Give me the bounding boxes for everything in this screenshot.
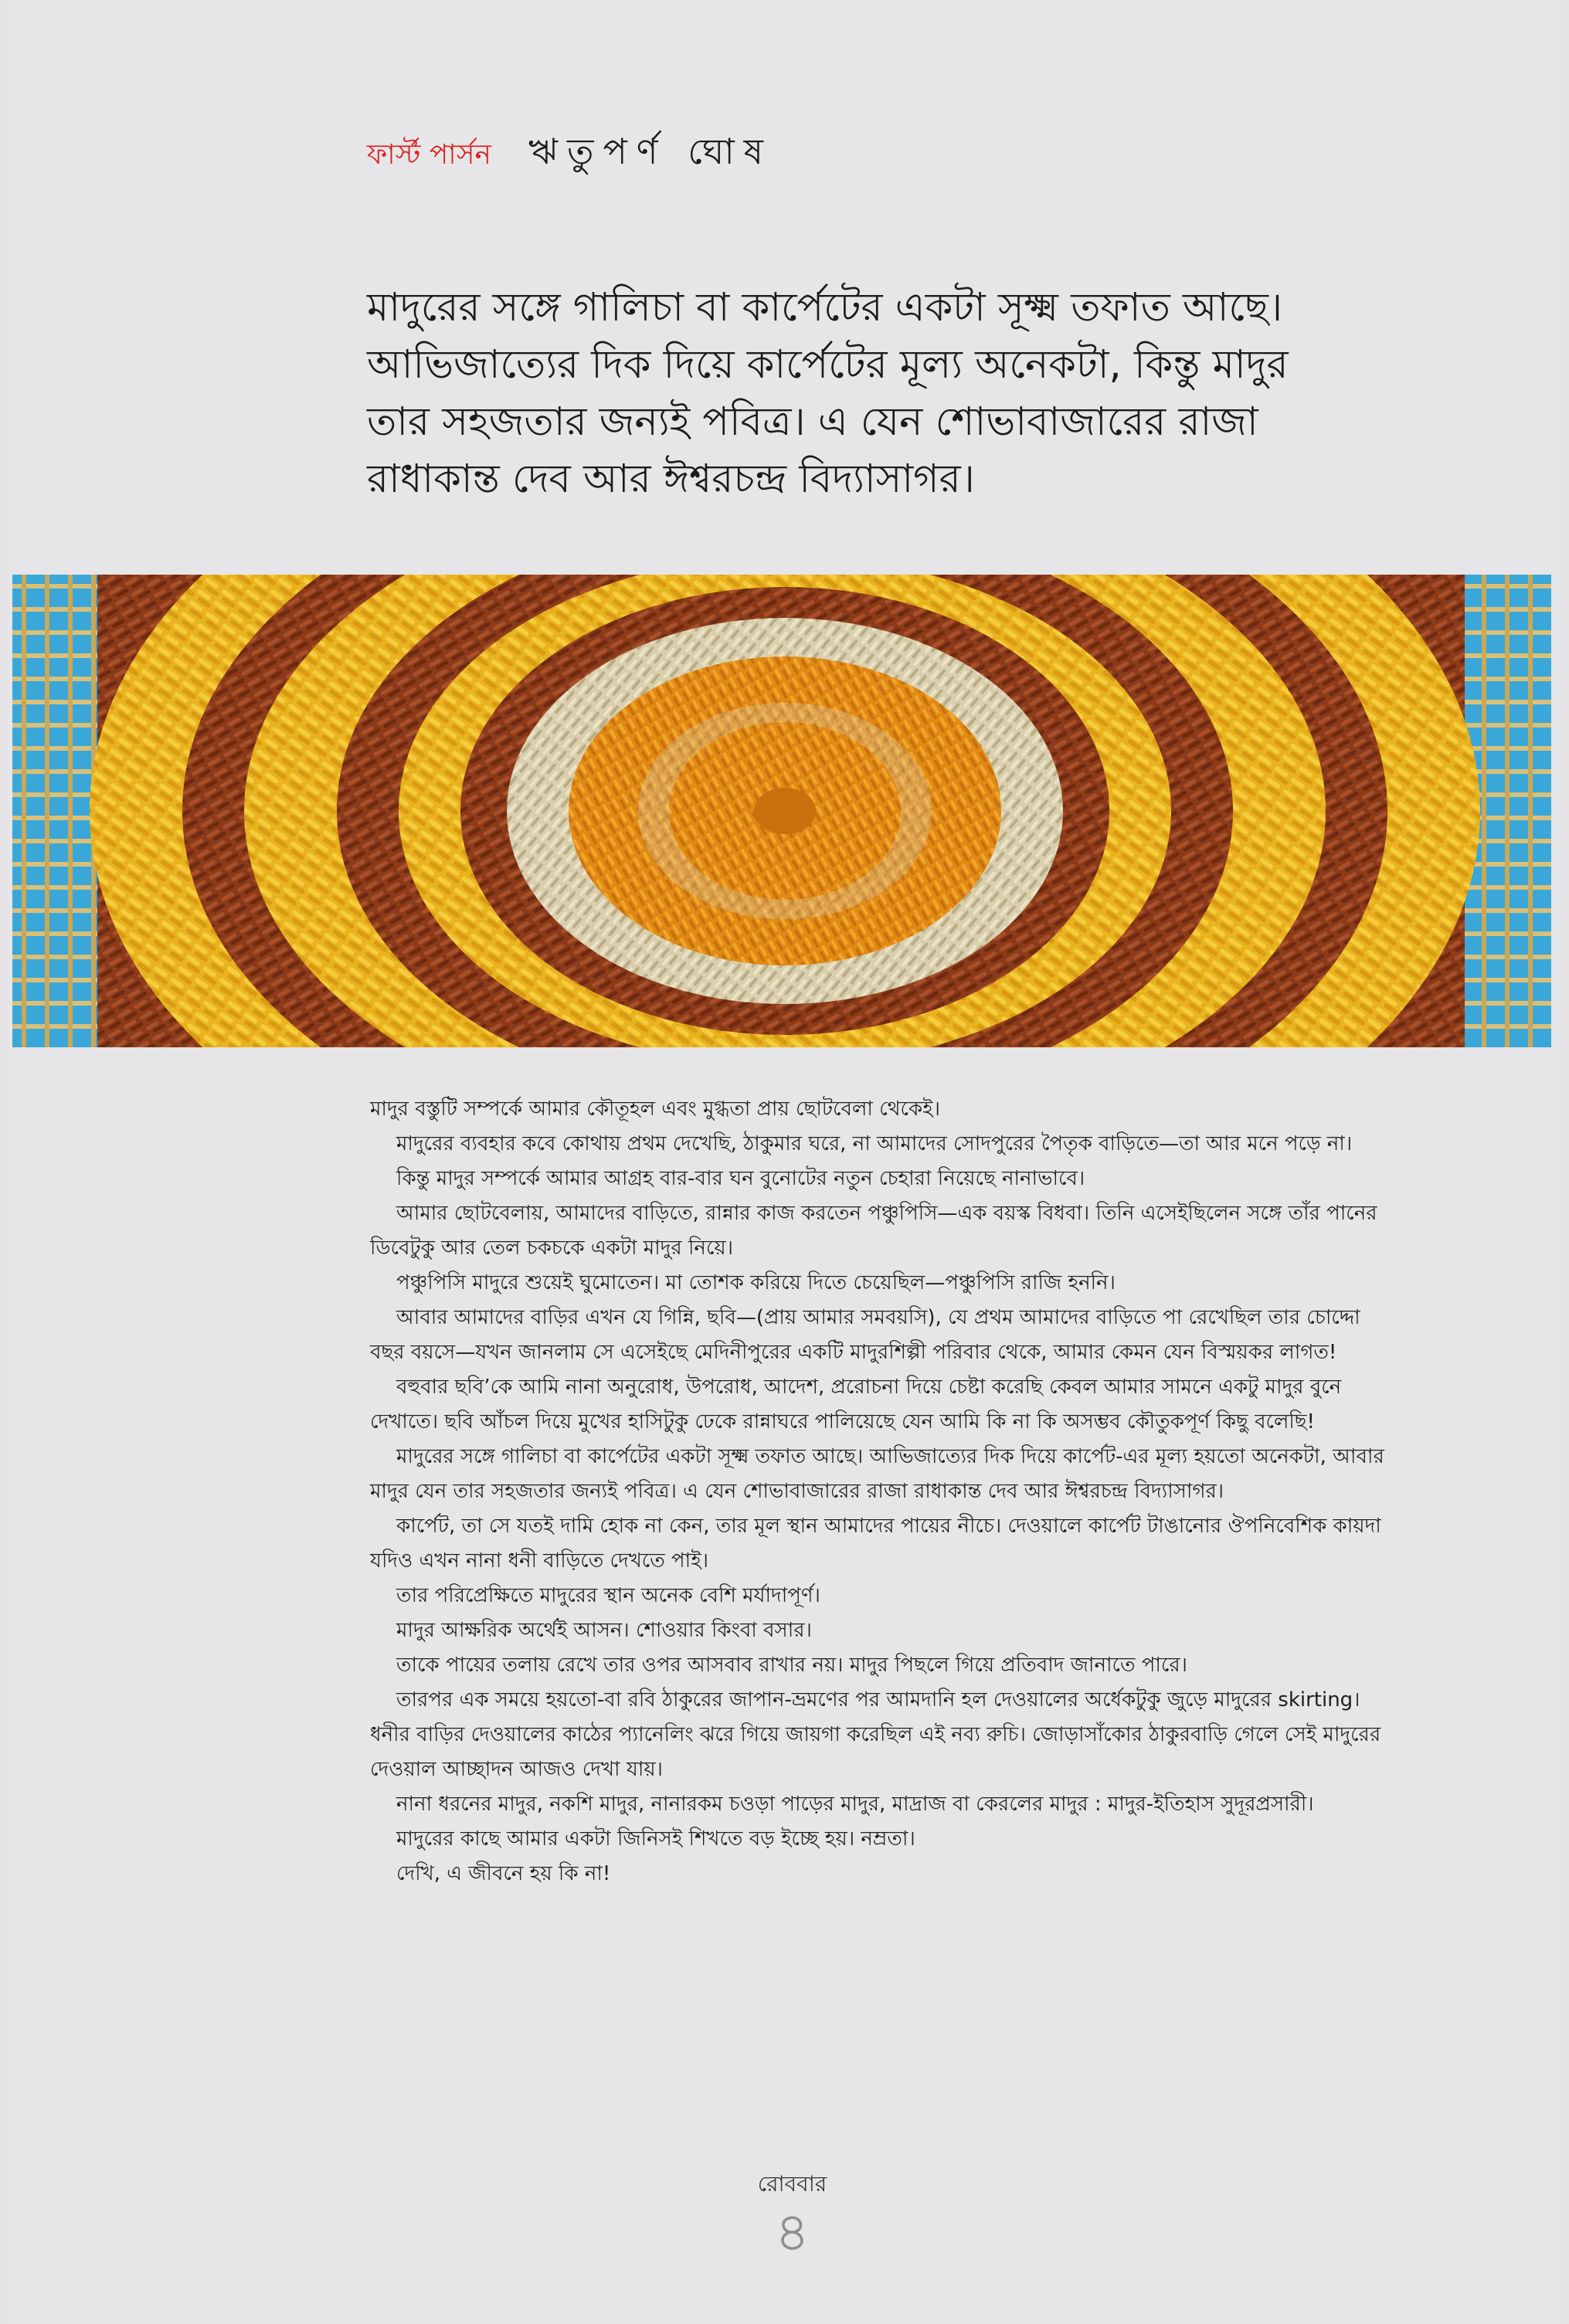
magazine-page (8, 0, 1561, 2324)
magazine-name: রোববার (757, 2171, 827, 2197)
author-name: ঋতুপর্ণ ঘোষ (528, 131, 773, 172)
paragraph: নানা ধরনের মাদুর, নকশি মাদুর, নানারকম চওড়া পাড়ের মাদুর, মাদ্রাজ বা কেরলের মাদুর : মাদুর-ইতিহাস সুদূরপ্রসারী। (396, 1793, 1314, 1816)
paragraph: আমার ছোটবেলায়, আমাদের বাড়িতে, রান্নার কাজ করতেন পঞ্চুপিসি—এক বয়স্ক বিধবা। তিনি এসেইছিলেন সঙ্গে তাঁর পানের ডিবেটুকু আর তেল চকচকে একটা মাদুর নিয়ে। (370, 1202, 1377, 1260)
column-name: ফার্স্ট পার্সন (367, 139, 492, 171)
paragraph: তাকে পায়ের তলায় রেখে তার ওপর আসবাব রাখার নয়। মাদুর পিছলে গিয়ে প্রতিবাদ জানাতে পারে। (396, 1654, 1187, 1677)
paragraph: মাদুর বস্তুটি সম্পর্কে আমার কৌতূহল এবং মুগ্ধতা প্রায় ছোটবেলা থেকেই। (370, 1098, 941, 1121)
pull-quote-line: তার সহজতার জন্যই পবিত্র। এ যেন শোভাবাজারের রাজা (367, 399, 1258, 445)
paragraph: আবার আমাদের বাড়ির এখন যে গিন্নি, ছবি—(প্রায় আমার সমবয়সি), যে প্রথম আমাদের বাড়িতে পা রেখেছিল তার চোদ্দো বছর বয়সে—যখন জানলাম সে এসেইছে মেদিনীপুরের একটি মাদুরশিল্পী পরিবার থেকে, আমার কেমন যেন বিস্ময়কর লাগত! (370, 1306, 1360, 1364)
paragraph: মাদুরের সঙ্গে গালিচা বা কার্পেটের একটা সূক্ষ্ম তফাত আছে। আভিজাত্যের দিক দিয়ে কার্পেট-এর মূল্য হয়তো অনেকটা, আবার মাদুর যেন তার সহজতার জন্যই পবিত্র। এ যেন শোভাবাজারের রাজা রাধাকান্ত দেব আর ঈশ্বরচন্দ্র বিদ্যাসাগর। (370, 1445, 1384, 1503)
paragraph: তার পরিপ্রেক্ষিতে মাদুরের স্থান অনেক বেশি মর্যাদাপূর্ণ। (396, 1584, 820, 1607)
woven-mat-image (12, 575, 1551, 1047)
paragraph: তারপর এক সময়ে হয়তো-বা রবি ঠাকুরের জাপান-ভ্রমণের পর আমদানি হল দেওয়ালের অর্ধেকটুকু জুড়ে মাদুরের skirting। ধনীর বাড়ির দেওয়ালের কাঠের প্যানেলিং ঝরে গিয়ে জায়গা করেছিল এই নব্য রুচি। জোড়াসাঁকোর ঠাকুরবাড়ি গেলে সেই মাদুরের দেওয়াল আচ্ছাদন আজও দেখা যায়। (370, 1688, 1381, 1781)
article-body (370, 1092, 1387, 1891)
pull-quote-line: মাদুরের সঙ্গে গালিচা বা কার্পেটের একটা সূক্ষ্ম তফাত আছে। (367, 285, 1283, 331)
paragraph: মাদুরের কাছে আমার একটা জিনিসই শিখতে বড় ইচ্ছে হয়। নম্রতা। (396, 1827, 915, 1851)
pull-quote-line: রাধাকান্ত দেব আর ঈশ্বরচন্দ্র বিদ্যাসাগর। (367, 456, 975, 502)
paragraph: বহুবার ছবি’কে আমি নানা অনুরোধ, উপরোধ, আদেশ, প্ররোচনা দিয়ে চেষ্টা করেছি কেবল আমার সামনে একটু মাদুর বুনে দেখাতে। ছবি আঁচল দিয়ে মুখের হাসিটুকু ঢেকে রান্নাঘরে পালিয়েছে যেন আমি কি না কি অসম্ভব কৌতুকপূর্ণ কিছু বলেছি! (370, 1376, 1342, 1433)
paragraph: মাদুর আক্ষরিক অর্থেই আসন। শোওয়ার কিংবা বসার। (396, 1619, 812, 1642)
pull-quote-line: আভিজাত্যের দিক দিয়ে কার্পেটের মূল্য অনেকটা, কিন্তু মাদুর (367, 342, 1289, 388)
paragraph: কার্পেট, তা সে যতই দামি হোক না কেন, তার মূল স্থান আমাদের পায়ের নীচে। দেওয়ালে কার্পেট টাঙানোর ঔপনিবেশিক কায়দা যদিও এখন নানা ধনী বাড়িতে দেখতে পাই। (370, 1515, 1381, 1573)
paragraph: মাদুরের ব্যবহার কবে কোথায় প্রথম দেখেছি, ঠাকুমার ঘরে, না আমাদের সোদপুরের পৈতৃক বাড়িতে—তা আর মনে পড়ে না। (396, 1132, 1353, 1155)
paragraph: কিন্তু মাদুর সম্পর্কে আমার আগ্রহ বার-বার ঘন বুনোটের নতুন চেহারা নিয়েছে নানাভাবে। (396, 1167, 1085, 1190)
paragraph: পঞ্চুপিসি মাদুরে শুয়েই ঘুমোতেন। মা তোশক করিয়ে দিতে চেয়েছিল—পঞ্চুপিসি রাজি হননি। (396, 1271, 1116, 1294)
page-number: ৪ (774, 2200, 810, 2264)
paragraph: দেখি, এ জীবনে হয় কি না! (396, 1862, 611, 1885)
pull-quote (367, 280, 1441, 508)
column-header (367, 125, 773, 179)
